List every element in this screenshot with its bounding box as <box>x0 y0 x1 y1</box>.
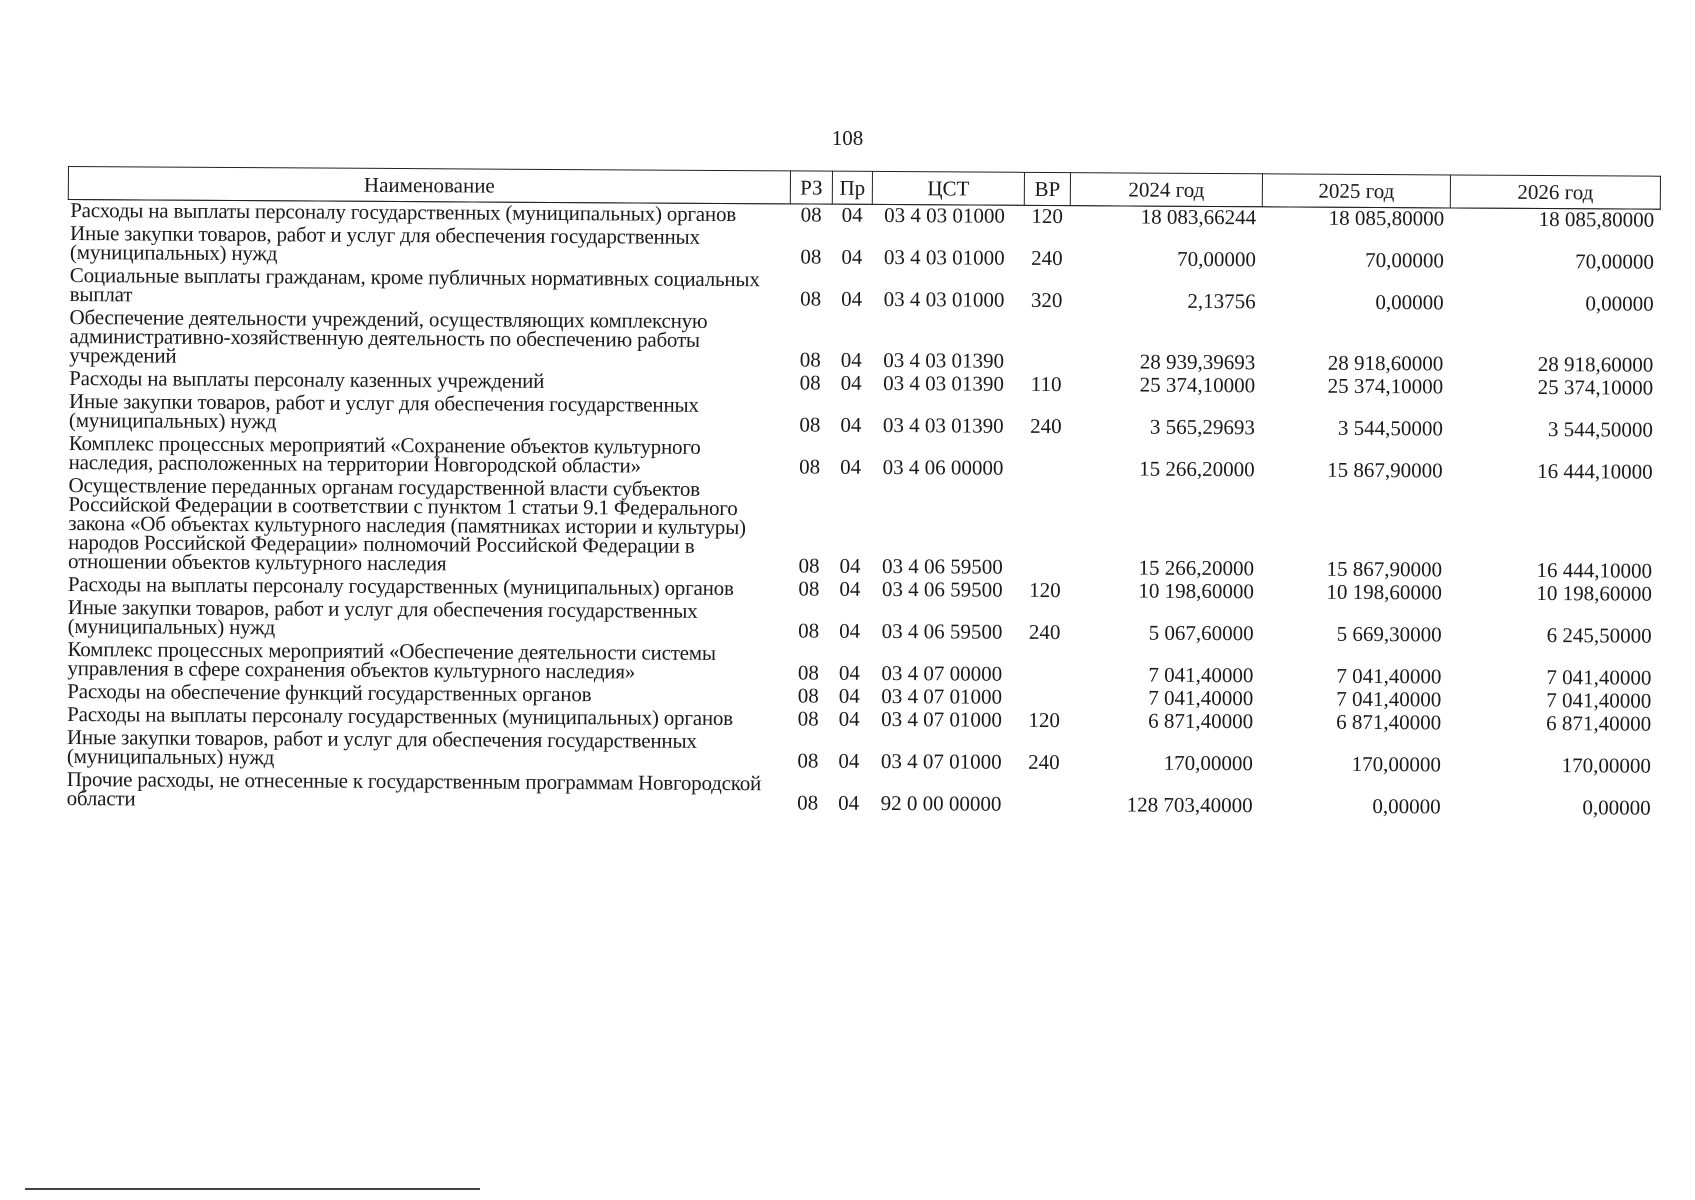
row-cst: 03 4 07 01000 <box>881 683 1003 709</box>
row-rz: 08 <box>798 553 820 578</box>
budget-table <box>64 166 1661 821</box>
row-vr <box>1023 439 1069 481</box>
row-2024: 15 266,20000 <box>1138 555 1255 581</box>
row-name: Расходы на выплаты персоналу государственных (муниципальных) органов <box>67 572 734 601</box>
row-cst: 03 4 03 01000 <box>883 286 1005 312</box>
row-2026: 7 041,40000 <box>1546 688 1652 713</box>
row-2024: 7 041,40000 <box>1148 685 1254 711</box>
row-vr <box>1023 313 1069 374</box>
row-vr: 120 <box>1028 707 1060 733</box>
row-rz: 08 <box>799 454 821 479</box>
row-2024: 70,00000 <box>1177 246 1257 272</box>
row-cst: 03 4 03 01000 <box>883 244 1005 270</box>
row-2025: 7 041,40000 <box>1336 686 1442 712</box>
row-2024: 25 374,10000 <box>1139 372 1256 398</box>
row-vr: 240 <box>1030 413 1062 439</box>
header-pr: Пр <box>832 171 872 204</box>
row-pr: 04 <box>838 706 860 731</box>
row-2024: 5 067,60000 <box>1148 620 1254 646</box>
row-2026: 0,00000 <box>1585 291 1654 316</box>
row-rz: 08 <box>800 244 822 269</box>
row-2024: 128 703,40000 <box>1126 792 1253 818</box>
row-rz: 08 <box>800 286 822 311</box>
row-2024: 7 041,40000 <box>1148 662 1254 688</box>
row-rz: 08 <box>798 576 820 601</box>
row-2026: 28 918,60000 <box>1537 351 1654 377</box>
row-2025: 170,00000 <box>1351 751 1441 777</box>
row-2025: 5 669,30000 <box>1336 621 1442 647</box>
row-2026: 18 085,80000 <box>1538 206 1655 232</box>
row-2025: 10 198,60000 <box>1326 579 1442 605</box>
row-pr: 04 <box>838 683 860 708</box>
row-2024: 10 198,60000 <box>1138 578 1254 604</box>
row-vr <box>1021 687 1067 710</box>
header-2025: 2025 год <box>1262 174 1450 208</box>
row-2024: 28 939,39693 <box>1139 349 1256 375</box>
row-pr: 04 <box>838 748 860 773</box>
row-2026: 25 374,10000 <box>1537 374 1654 400</box>
row-vr: 110 <box>1030 371 1062 397</box>
row-2025: 70,00000 <box>1365 247 1445 273</box>
header-name: Наименование <box>68 167 790 204</box>
row-2024: 6 871,40000 <box>1148 708 1254 734</box>
row-name: Обеспечение деятельности учреждений, осуществляющих комплексную административно-хозяйственную деятельность по обеспечению работы учреждений <box>69 305 708 368</box>
row-name: Социальные выплаты гражданам, кроме публичных нормативных социальных выплат <box>69 263 760 307</box>
row-name: Иные закупки товаров, работ и услуг для обеспечения государственных (муниципальных) нужд <box>69 221 700 266</box>
row-vr <box>1022 481 1069 580</box>
row-name: Комплекс процессных мероприятий «Сохранение объектов культурного наследия, расположенных на территории Новгородской области» <box>68 431 701 478</box>
row-2024: 170,00000 <box>1163 750 1253 776</box>
row-name: Комплекс процессных мероприятий «Обеспечение деятельности системы управления в сфере сохранения объектов культурного наследия» <box>67 637 716 684</box>
header-cst: ЦСТ <box>872 171 1024 205</box>
header-2026: 2026 год <box>1450 175 1660 209</box>
row-cst: 03 4 03 01390 <box>883 370 1005 396</box>
header-vr: ВР <box>1024 172 1070 205</box>
row-2024: 3 565,29693 <box>1149 414 1255 440</box>
row-pr: 04 <box>839 618 861 643</box>
row-cst: 03 4 03 01000 <box>884 202 1006 228</box>
row-2024: 18 083,66244 <box>1140 204 1257 230</box>
row-name: Расходы на выплаты персоналу казенных учреждений <box>69 366 545 393</box>
row-cst: 03 4 06 59500 <box>881 618 1003 644</box>
row-2026: 16 444,10000 <box>1536 557 1653 583</box>
table-row <box>66 475 1659 584</box>
row-2025: 15 867,90000 <box>1327 457 1443 483</box>
row-name: Иные закупки товаров, работ и услуг для обеспечения государственных (муниципальных) нужд <box>68 389 699 434</box>
footer-rule <box>25 1188 480 1190</box>
row-2026: 170,00000 <box>1561 753 1651 778</box>
row-rz: 08 <box>799 412 821 437</box>
row-rz: 08 <box>797 790 819 815</box>
row-rz: 08 <box>797 660 819 685</box>
row-rz: 08 <box>799 370 821 395</box>
row-2026: 10 198,60000 <box>1536 580 1652 606</box>
row-cst: 03 4 03 01390 <box>882 412 1004 438</box>
row-2025: 0,00000 <box>1372 793 1441 819</box>
row-cst: 03 4 07 00000 <box>881 660 1003 686</box>
row-cst: 92 0 00 00000 <box>880 790 1002 816</box>
row-cst: 03 4 06 59500 <box>881 576 1003 602</box>
row-vr: 240 <box>1031 245 1063 271</box>
row-2024: 2,13756 <box>1187 288 1256 314</box>
row-2025: 15 867,90000 <box>1326 556 1443 582</box>
row-pr: 04 <box>841 202 863 227</box>
row-name: Расходы на обеспечение функций государственных органов <box>67 679 592 707</box>
row-rz: 08 <box>798 618 820 643</box>
row-2025: 18 085,80000 <box>1328 205 1445 231</box>
row-pr: 04 <box>838 790 860 815</box>
row-2026: 6 871,40000 <box>1546 711 1652 736</box>
row-pr: 04 <box>839 576 861 601</box>
row-vr: 240 <box>1028 619 1061 645</box>
row-2026: 7 041,40000 <box>1546 665 1652 690</box>
row-2025: 0,00000 <box>1375 289 1444 315</box>
row-2026: 3 544,50000 <box>1547 417 1653 442</box>
row-pr: 04 <box>841 286 863 311</box>
row-vr <box>1021 645 1067 687</box>
row-2026: 6 245,50000 <box>1546 623 1652 648</box>
row-rz: 08 <box>800 202 822 227</box>
row-vr: 120 <box>1029 577 1061 603</box>
row-2025: 7 041,40000 <box>1336 663 1442 689</box>
row-cst: 03 4 07 01000 <box>880 748 1002 774</box>
row-pr: 04 <box>840 454 862 479</box>
row-pr: 04 <box>841 244 863 269</box>
row-rz: 08 <box>797 748 819 773</box>
row-name: Иные закупки товаров, работ и услуг для обеспечения государственных (муниципальных) нужд <box>66 725 697 770</box>
row-vr: 240 <box>1028 749 1060 775</box>
row-pr: 04 <box>838 660 860 685</box>
header-rz: РЗ <box>790 171 832 204</box>
row-2026: 70,00000 <box>1575 249 1655 274</box>
row-name: Осуществление переданных органам государственной власти субъектов Российской Федерации в соответствии с пунктом 1 статьи 9.1 Федерального закона «Об объектах культурного наследия (памятниках истории и культуры) народов Российской Федерации» полномочий Российской Федерации в отношении объектов культурного наследия <box>68 473 746 576</box>
row-rz: 08 <box>797 706 819 731</box>
row-name: Иные закупки товаров, работ и услуг для обеспечения государственных (муниципальных) нужд <box>67 595 698 640</box>
row-2025: 6 871,40000 <box>1336 709 1442 735</box>
header-2024: 2024 год <box>1070 173 1262 207</box>
row-2025: 3 544,50000 <box>1337 415 1443 441</box>
row-2026: 0,00000 <box>1582 795 1651 820</box>
row-vr: 120 <box>1031 203 1064 229</box>
row-name: Расходы на выплаты персоналу государственных (муниципальных) органов <box>67 702 734 731</box>
row-cst: 03 4 07 01000 <box>881 706 1002 732</box>
row-pr: 04 <box>840 412 862 437</box>
row-vr: 320 <box>1030 287 1063 313</box>
row-cst: 03 4 03 01390 <box>883 347 1005 373</box>
row-vr <box>1021 775 1067 817</box>
row-2026: 16 444,10000 <box>1537 458 1653 484</box>
row-rz: 08 <box>799 347 821 372</box>
page-number: 108 <box>831 126 864 150</box>
row-pr: 04 <box>840 370 862 395</box>
row-pr: 04 <box>839 553 861 578</box>
row-cst: 03 4 06 00000 <box>882 454 1004 480</box>
table-row <box>65 769 1657 821</box>
row-rz: 08 <box>797 683 819 708</box>
row-2025: 25 374,10000 <box>1327 373 1444 399</box>
row-cst: 03 4 06 59500 <box>881 553 1003 579</box>
row-name: Расходы на выплаты персоналу государственных (муниципальных) органов <box>70 198 737 227</box>
row-name: Прочие расходы, не отнесенные к государственным программам Новгородской области <box>66 767 762 811</box>
row-2025: 28 918,60000 <box>1327 350 1444 376</box>
row-pr: 04 <box>840 347 862 372</box>
row-2024: 15 266,20000 <box>1139 456 1255 482</box>
